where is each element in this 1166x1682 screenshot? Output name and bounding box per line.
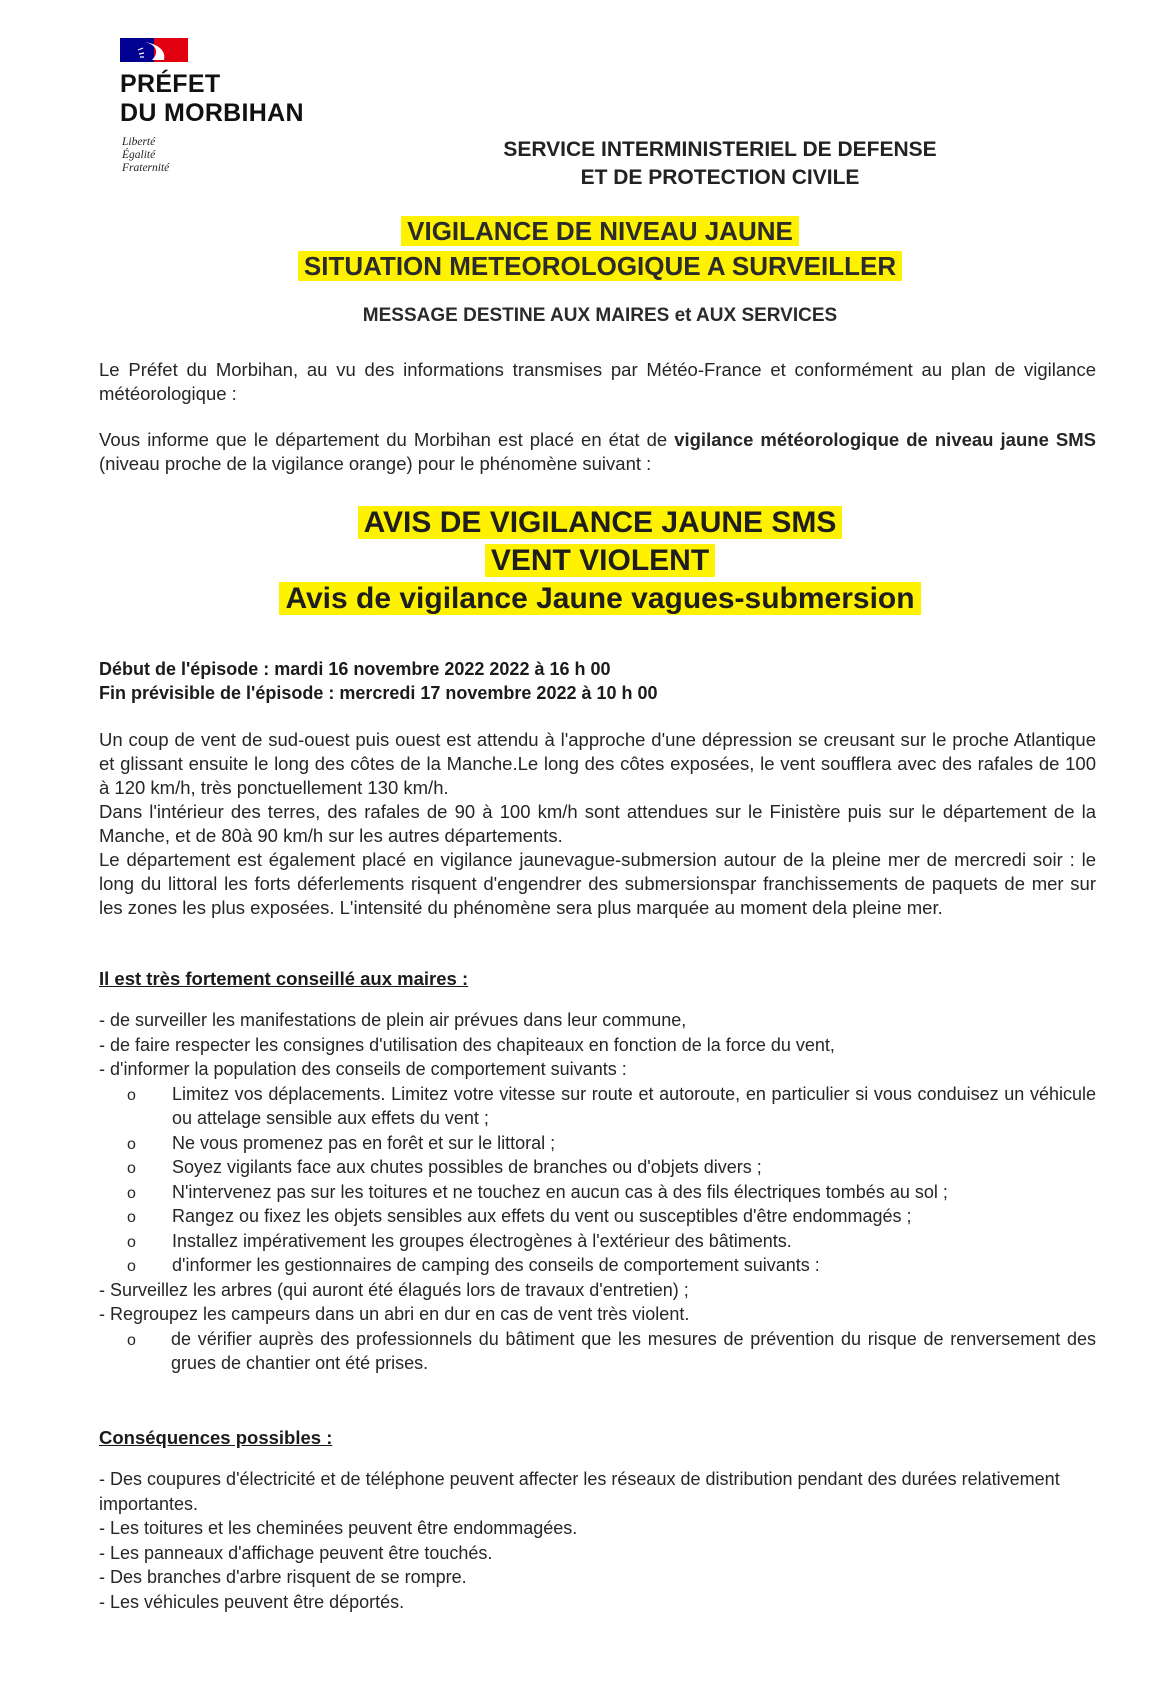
intro-notice-end: (niveau proche de la vigilance orange) pour le phénomène suivant :: [99, 453, 652, 474]
intro-notice-paragraph: [99, 428, 1096, 476]
service-title: [420, 136, 1020, 192]
list-item: - Regroupez les campeurs dans un abri en dur en cas de vent très violent.: [99, 1304, 690, 1324]
consequences-list: [99, 1467, 1096, 1614]
circle-bullet-icon: o: [127, 1184, 136, 1202]
prefecture-name: [120, 70, 304, 128]
prefecture-line1: PRÉFET: [120, 70, 221, 98]
list-item-text: Ne vous promenez pas en forêt et sur le littoral ;: [172, 1132, 556, 1153]
avis-line2: VENT VIOLENT: [485, 544, 715, 577]
list-item-text: N'intervenez pas sur les toitures et ne touchez en aucun cas à des fils électriques tombés au sol ;: [172, 1181, 948, 1202]
list-item: - Les panneaux d'affichage peuvent être touchés.: [99, 1542, 493, 1563]
list-item: - de surveiller les manifestations de plein air prévues dans leur commune,: [99, 1010, 687, 1030]
list-item-text: Rangez ou fixez les objets sensibles aux effets du vent ou susceptibles d'être endommagés ;: [172, 1206, 912, 1226]
episode-dates: [99, 657, 658, 705]
vigilance-line2: SITUATION METEOROLOGIQUE A SURVEILLER: [298, 251, 902, 281]
advice-heading: Il est très fortement conseillé aux maires :: [99, 968, 469, 989]
message-title: MESSAGE DESTINE AUX MAIRES et AUX SERVICES: [362, 305, 838, 326]
list-item-text: Limitez vos déplacements. Limitez votre vitesse sur route et autoroute, en particulier si vous conduisez un véhicule ou attelage sensible aux effets du vent ;: [172, 1083, 1096, 1128]
circle-bullet-icon: o: [127, 1086, 136, 1104]
description-paragraph: Un coup de vent de sud-ouest puis ouest est attendu à l'approche d'une dépression se creusant sur le proche Atlantique et glissant ensuite le long des côtes de la Manche.Le long des côtes exposées, le vent soufflera avec des rafales de 100 à 120 km/h, très ponctuellement 130 km/h.: [99, 729, 1096, 798]
list-item: - de faire respecter les consignes d'utilisation des chapiteaux en fonction de la force du vent,: [99, 1034, 835, 1055]
circle-bullet-icon: o: [127, 1209, 136, 1226]
list-item: - Des branches d'arbre risquent de se rompre.: [99, 1567, 467, 1587]
list-item: - Surveillez les arbres (qui auront été élagués lors de travaux d'entretien) ;: [99, 1279, 689, 1300]
episode-start: Début de l'épisode : mardi 16 novembre 2022 2022 à 16 h 00: [99, 659, 611, 679]
list-item: [99, 1253, 1096, 1278]
list-item: [99, 1229, 1096, 1254]
list-item: [99, 1180, 1096, 1205]
marianne-flag-icon: [120, 38, 188, 62]
list-item: [99, 1327, 1096, 1376]
circle-bullet-icon: o: [127, 1135, 136, 1153]
avis-line3: Avis de vigilance Jaune vagues-submersion: [279, 582, 920, 615]
description-block: [99, 728, 1096, 920]
list-item: [99, 1155, 1096, 1180]
list-item: - d'informer la population des conseils de comportement suivants :: [99, 1059, 627, 1079]
episode-end: Fin prévisible de l'épisode : mercredi 17 novembre 2022 à 10 h 00: [99, 683, 658, 703]
vigilance-title: [200, 214, 1000, 284]
list-item-text: Installez impérativement les groupes électrogènes à l'extérieur des bâtiments.: [172, 1230, 792, 1251]
circle-bullet-icon: o: [127, 1258, 136, 1275]
motto-fraternite: Fraternité: [122, 162, 170, 174]
list-item: [99, 1082, 1096, 1131]
list-item: [99, 1204, 1096, 1229]
intro-notice-start: Vous informe que le département du Morbihan est placé en état de: [99, 429, 675, 450]
circle-bullet-icon: o: [127, 1160, 136, 1177]
list-item: - Les toitures et les cheminées peuvent être endommagées.: [99, 1518, 578, 1538]
service-line1: SERVICE INTERMINISTERIEL DE DEFENSE: [503, 138, 937, 161]
list-item: - Des coupures d'électricité et de téléphone peuvent affecter les réseaux de distribution pendant des durées relativement importantes.: [99, 1469, 1060, 1514]
description-paragraph: Le département est également placé en vigilance jaunevague-submersion autour de la pleine mer de mercredi soir : le long du littoral les forts déferlements risquent d'engendrer des submersionspar franchissements de paquets de mer sur les zones les plus exposées. L'intensité du phénomène sera plus marquée au moment dela pleine mer.: [99, 849, 1096, 918]
vigilance-line1: VIGILANCE DE NIVEAU JAUNE: [401, 216, 799, 246]
avis-block: [150, 504, 1050, 618]
list-item-text: de vérifier auprès des professionnels du bâtiment que les mesures de prévention du risque de renversement des grues de chantier ont été prises.: [171, 1328, 1096, 1373]
circle-bullet-icon: o: [127, 1331, 136, 1349]
avis-line1: AVIS DE VIGILANCE JAUNE SMS: [358, 506, 843, 539]
list-item-text: Soyez vigilants face aux chutes possibles de branches ou d'objets divers ;: [172, 1157, 762, 1177]
circle-bullet-icon: o: [127, 1233, 136, 1251]
advice-list: [99, 1008, 1096, 1376]
service-line2: ET DE PROTECTION CIVILE: [580, 166, 860, 189]
motto-liberte: Liberté: [122, 136, 156, 148]
list-item: - Les véhicules peuvent être déportés.: [99, 1591, 405, 1612]
motto-egalite: Égalité: [122, 149, 156, 161]
consequences-heading: Conséquences possibles :: [99, 1427, 333, 1448]
intro-notice-bold: vigilance météorologique de niveau jaune SMS: [674, 429, 1096, 450]
list-item-text: d'informer les gestionnaires de camping des conseils de comportement suivants :: [172, 1255, 820, 1275]
intro-paragraph: Le Préfet du Morbihan, au vu des informations transmises par Météo-France et conformément au plan de vigilance météorologique :: [99, 359, 1096, 404]
prefecture-line2: DU MORBIHAN: [120, 99, 304, 127]
list-item: [99, 1131, 1096, 1156]
republic-motto: [122, 136, 169, 175]
description-paragraph: Dans l'intérieur des terres, des rafales de 90 à 100 km/h sont attendues sur le Finistère puis sur le département de la Manche, et de 80à 90 km/h sur les autres départements.: [99, 801, 1096, 846]
